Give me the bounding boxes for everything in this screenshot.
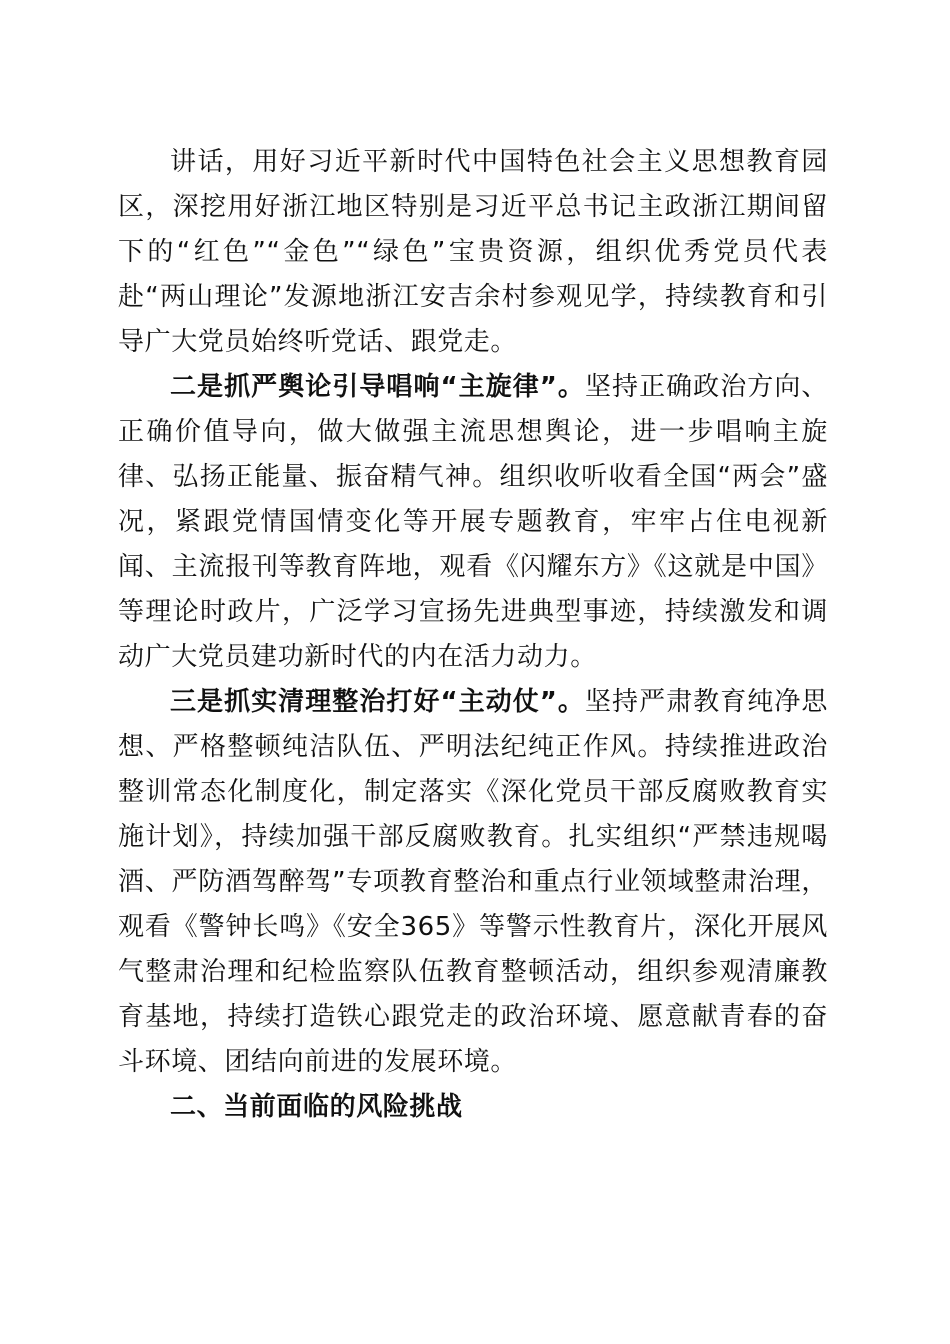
document-body — [118, 140, 828, 1130]
paragraph-lead: 三是抓实清理整治打好“主动仗”。 — [170, 687, 585, 717]
paragraph-continuation — [118, 140, 828, 365]
paragraph-body: 坚持严肃教育纯净思想、严格整顿纯洁队伍、严明法纪纯正作风。持续推进政治整训常态化制度化，制定落实《深化党员干部反腐败教育实施计划》，持续加强干部反腐败教育。扎实组织“严禁违规喝酒、严防酒驾醉驾”专项教育整治和重点行业领域整肃治理，观看《警钟长鸣》《安全365》等警示性教育片，深化开展风气整肃治理和纪检监察队伍教育整顿活动，组织参观清廉教育基地，持续打造铁心跟党走的政治环境、愿意献青春的奋斗环境、团结向前进的发展环境。 — [118, 687, 828, 1077]
paragraph-body: 坚持正确政治方向、正确价值导向，做大做强主流思想舆论，进一步唱响主旋律、弘扬正能量、振奋精气神。组织收听收看全国“两会”盛况，紧跟党情国情变化等开展专题教育，牢牢占住电视新闻、主流报刊等教育阵地，观看《闪耀东方》《这就是中国》等理论时政片，广泛学习宣扬先进典型事迹，持续激发和调动广大党员建功新时代的内在活力动力。 — [118, 372, 828, 672]
paragraph-point-two — [118, 365, 828, 680]
paragraph-lead: 二是抓严舆论引导唱响“主旋律”。 — [170, 372, 585, 402]
section-heading: 二、当前面临的风险挑战 — [170, 1092, 463, 1122]
paragraph-point-three — [118, 680, 828, 1085]
paragraph-body: 讲话，用好习近平新时代中国特色社会主义思想教育园区，深挖用好浙江地区特别是习近平总书记主政浙江期间留下的“红色”“金色”“绿色”宝贵资源，组织优秀党员代表赴“两山理论”发源地浙江安吉余村参观见学，持续教育和引导广大党员始终听党话、跟党走。 — [118, 147, 828, 357]
